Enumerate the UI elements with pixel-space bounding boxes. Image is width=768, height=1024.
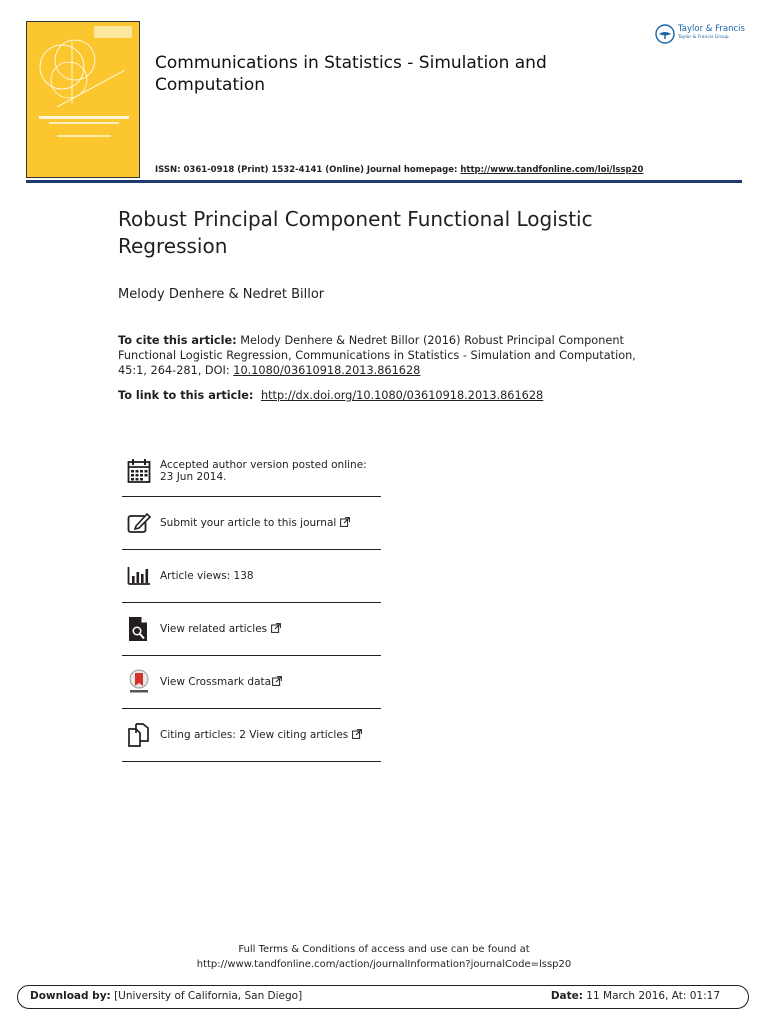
external-link-icon	[352, 729, 362, 739]
cover-art	[27, 22, 139, 177]
journal-homepage-link[interactable]: http://www.tandfonline.com/loi/lssp20	[460, 165, 644, 175]
external-link-icon	[340, 517, 350, 527]
citing-articles-label: Citing articles: 2 View citing articles	[160, 729, 349, 741]
list-item-submit-article[interactable]	[122, 497, 381, 550]
download-date	[551, 990, 720, 1002]
article-views-text: Article views: 138	[160, 570, 254, 582]
submit-article-label: Submit your article to this journal	[160, 517, 337, 529]
edit-icon	[127, 510, 151, 536]
bar-chart-icon	[127, 563, 151, 589]
citation-block	[118, 333, 638, 378]
accepted-date-text: Accepted author version posted online: 23 Jun 2014.	[160, 458, 367, 483]
journal-cover-image	[26, 21, 140, 178]
date-label: Date:	[550, 990, 583, 1002]
article-title: Robust Principal Component Functional Logistic Regression	[118, 207, 593, 258]
publisher-name: Taylor & Francis	[678, 24, 745, 34]
download-value: [University of California, San Diego]	[110, 990, 303, 1002]
related-articles-link[interactable]	[160, 623, 378, 635]
citing-articles-link[interactable]	[160, 729, 378, 741]
article-authors: Melody Denhere & Nedret Billor	[118, 287, 325, 302]
external-link-icon	[271, 623, 281, 633]
terms-notice	[0, 942, 768, 972]
crossmark-icon	[127, 669, 151, 695]
link-label: To link to this article:	[118, 389, 258, 402]
date-value: 11 March 2016, At: 01:17	[582, 990, 720, 1002]
header-divider	[26, 180, 742, 183]
list-item-crossmark[interactable]	[122, 656, 381, 709]
taylor-francis-icon	[655, 24, 675, 44]
cite-label: To cite this article:	[118, 334, 237, 347]
crossmark-link[interactable]	[160, 676, 378, 688]
cite-text: Melody Denhere & Nedret Billor (2016) Robust Principal Component Functional Logistic Regression, Communications in Statistics - Simulation and Computation, 45:1, 264-281, DOI:	[118, 334, 636, 377]
issn-line	[155, 165, 643, 175]
terms-url[interactable]: http://www.tandfonline.com/action/journalInformation?journalCode=lssp20	[196, 959, 572, 970]
publisher-group: Taylor & Francis Group	[678, 35, 729, 40]
article-info-list	[122, 445, 381, 762]
list-item-citing-articles[interactable]	[122, 709, 381, 762]
download-by	[30, 990, 302, 1002]
citing-articles-icon	[127, 722, 151, 748]
publisher-logo[interactable]	[655, 22, 750, 48]
journal-title: Communications in Statistics - Simulation and Computation	[155, 53, 547, 95]
list-item-article-views	[122, 550, 381, 603]
list-item-accepted	[122, 445, 381, 497]
doi-link[interactable]: 10.1080/03610918.2013.861628	[233, 364, 421, 377]
article-url-link[interactable]: http://dx.doi.org/10.1080/03610918.2013.861628	[260, 389, 544, 402]
list-item-related-articles[interactable]	[122, 603, 381, 656]
terms-line-1: Full Terms & Conditions of access and use can be found at	[238, 944, 530, 955]
document-search-icon	[127, 616, 151, 642]
calendar-icon	[127, 458, 151, 484]
article-link-line	[118, 389, 543, 402]
download-info-bar	[17, 985, 749, 1009]
submit-article-link[interactable]	[160, 517, 378, 529]
related-articles-label: View related articles	[160, 623, 268, 635]
download-label: Download by:	[30, 990, 111, 1002]
crossmark-label: View Crossmark data	[160, 676, 272, 688]
issn-text: ISSN: 0361-0918 (Print) 1532-4141 (Online) Journal homepage:	[155, 165, 461, 175]
external-link-icon	[272, 676, 282, 686]
